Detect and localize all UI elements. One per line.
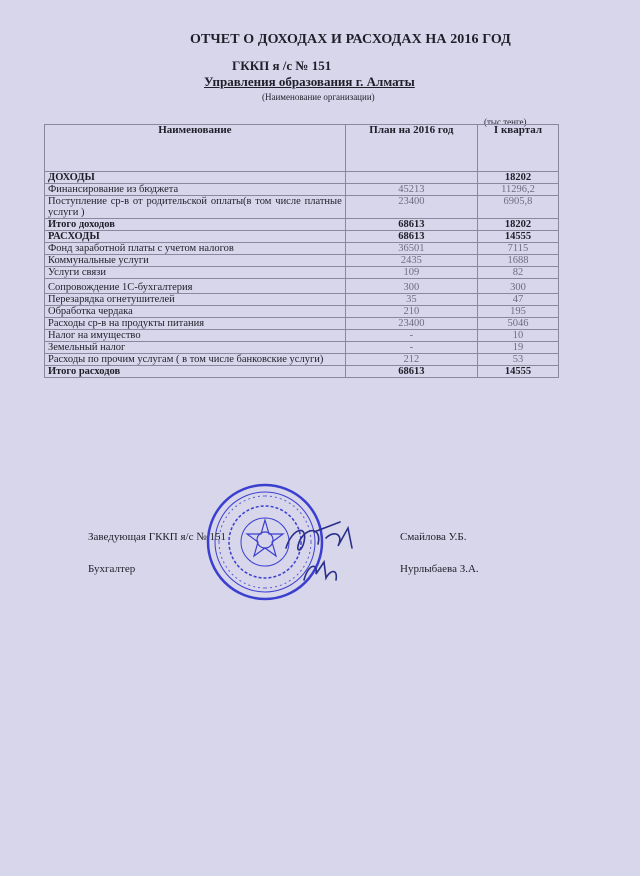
row-name-cell: Налог на имущество xyxy=(45,330,346,342)
row-name-cell: Расходы ср-в на продукты питания xyxy=(45,318,346,330)
table-row xyxy=(45,196,559,219)
row-q1-cell: 19 xyxy=(477,342,558,354)
table-row xyxy=(45,318,559,330)
row-name-cell: РАСХОДЫ xyxy=(45,231,346,243)
table-row xyxy=(45,342,559,354)
row-q1-cell: 300 xyxy=(477,279,558,294)
table-row xyxy=(45,243,559,255)
table-row xyxy=(45,184,559,196)
row-plan-cell: 23400 xyxy=(345,318,477,330)
row-q1-cell: 47 xyxy=(477,294,558,306)
row-plan-cell: 2435 xyxy=(345,255,477,267)
row-q1-cell: 1688 xyxy=(477,255,558,267)
table-row xyxy=(45,279,559,294)
row-q1-cell: 7115 xyxy=(477,243,558,255)
row-q1-cell: 14555 xyxy=(477,231,558,243)
row-name-cell: Обработка чердака xyxy=(45,306,346,318)
table-row xyxy=(45,219,559,231)
row-plan-cell: 212 xyxy=(345,354,477,366)
accountant-name: Нурлыбаева З.А. xyxy=(400,563,479,575)
row-plan-cell xyxy=(345,172,477,184)
table-row xyxy=(45,267,559,279)
table-row xyxy=(45,255,559,267)
row-q1-cell: 11296,2 xyxy=(477,184,558,196)
table-row xyxy=(45,294,559,306)
row-name-cell: Коммунальные услуги xyxy=(45,255,346,267)
row-q1-cell: 18202 xyxy=(477,219,558,231)
col-header-name: Наименование xyxy=(45,125,346,172)
accountant-title: Бухгалтер xyxy=(88,563,136,575)
row-q1-cell: 14555 xyxy=(477,366,558,378)
table-row xyxy=(45,172,559,184)
row-plan-cell: 109 xyxy=(345,267,477,279)
row-q1-cell: 6905,8 xyxy=(477,196,558,219)
row-q1-cell: 5046 xyxy=(477,318,558,330)
row-q1-cell: 53 xyxy=(477,354,558,366)
row-plan-cell: 300 xyxy=(345,279,477,294)
row-name-cell: Поступление ср-в от родительской оплаты(в том числе платные услуги ) xyxy=(45,196,346,219)
handwritten-signatures xyxy=(278,518,368,588)
row-plan-cell: - xyxy=(345,342,477,354)
row-name-cell: ДОХОДЫ xyxy=(45,172,346,184)
row-name-cell: Перезарядка огнетушителей xyxy=(45,294,346,306)
table-row xyxy=(45,366,559,378)
row-name-cell: Сопровождение 1С-бухгалтерия xyxy=(45,279,346,294)
table-row xyxy=(45,354,559,366)
head-title: Заведующая ГККП я/с № 151 xyxy=(88,531,226,543)
row-plan-cell: 45213 xyxy=(345,184,477,196)
row-plan-cell: 35 xyxy=(345,294,477,306)
head-name: Смайлова У.Б. xyxy=(400,531,467,543)
department-name: Управления образования г. Алматы xyxy=(204,74,415,89)
table-body xyxy=(45,172,559,378)
row-plan-cell: - xyxy=(345,330,477,342)
row-name-cell: Итого расходов xyxy=(45,366,346,378)
row-q1-cell: 18202 xyxy=(477,172,558,184)
row-plan-cell: 36501 xyxy=(345,243,477,255)
row-plan-cell: 68613 xyxy=(345,219,477,231)
row-q1-cell: 82 xyxy=(477,267,558,279)
row-q1-cell: 10 xyxy=(477,330,558,342)
row-name-cell: Фонд заработной платы с учетом налогов xyxy=(45,243,346,255)
table-row xyxy=(45,330,559,342)
organization-name: ГККП я /с № 151 xyxy=(232,58,332,73)
col-header-plan: План на 2016 год xyxy=(345,125,477,172)
row-name-cell: Расходы по прочим услугам ( в том числе банковские услуги) xyxy=(45,354,346,366)
row-plan-cell: 68613 xyxy=(345,366,477,378)
report-table xyxy=(44,124,559,378)
row-name-cell: Итого доходов xyxy=(45,219,346,231)
table-row xyxy=(45,231,559,243)
units-note: (тыс.тенге) xyxy=(484,117,527,127)
row-name-cell: Финансирование из бюджета xyxy=(45,184,346,196)
row-plan-cell: 23400 xyxy=(345,196,477,219)
row-name-cell: Услуги связи xyxy=(45,267,346,279)
report-title: ОТЧЕТ О ДОХОДАХ И РАСХОДАХ НА 2016 ГОД xyxy=(190,32,511,47)
table-row xyxy=(45,306,559,318)
row-plan-cell: 210 xyxy=(345,306,477,318)
row-name-cell: Земельный налог xyxy=(45,342,346,354)
row-plan-cell: 68613 xyxy=(345,231,477,243)
row-q1-cell: 195 xyxy=(477,306,558,318)
col-header-q1: I квартал xyxy=(477,125,558,172)
organization-note: (Наименование организации) xyxy=(262,92,375,102)
table-header-row xyxy=(45,125,559,172)
